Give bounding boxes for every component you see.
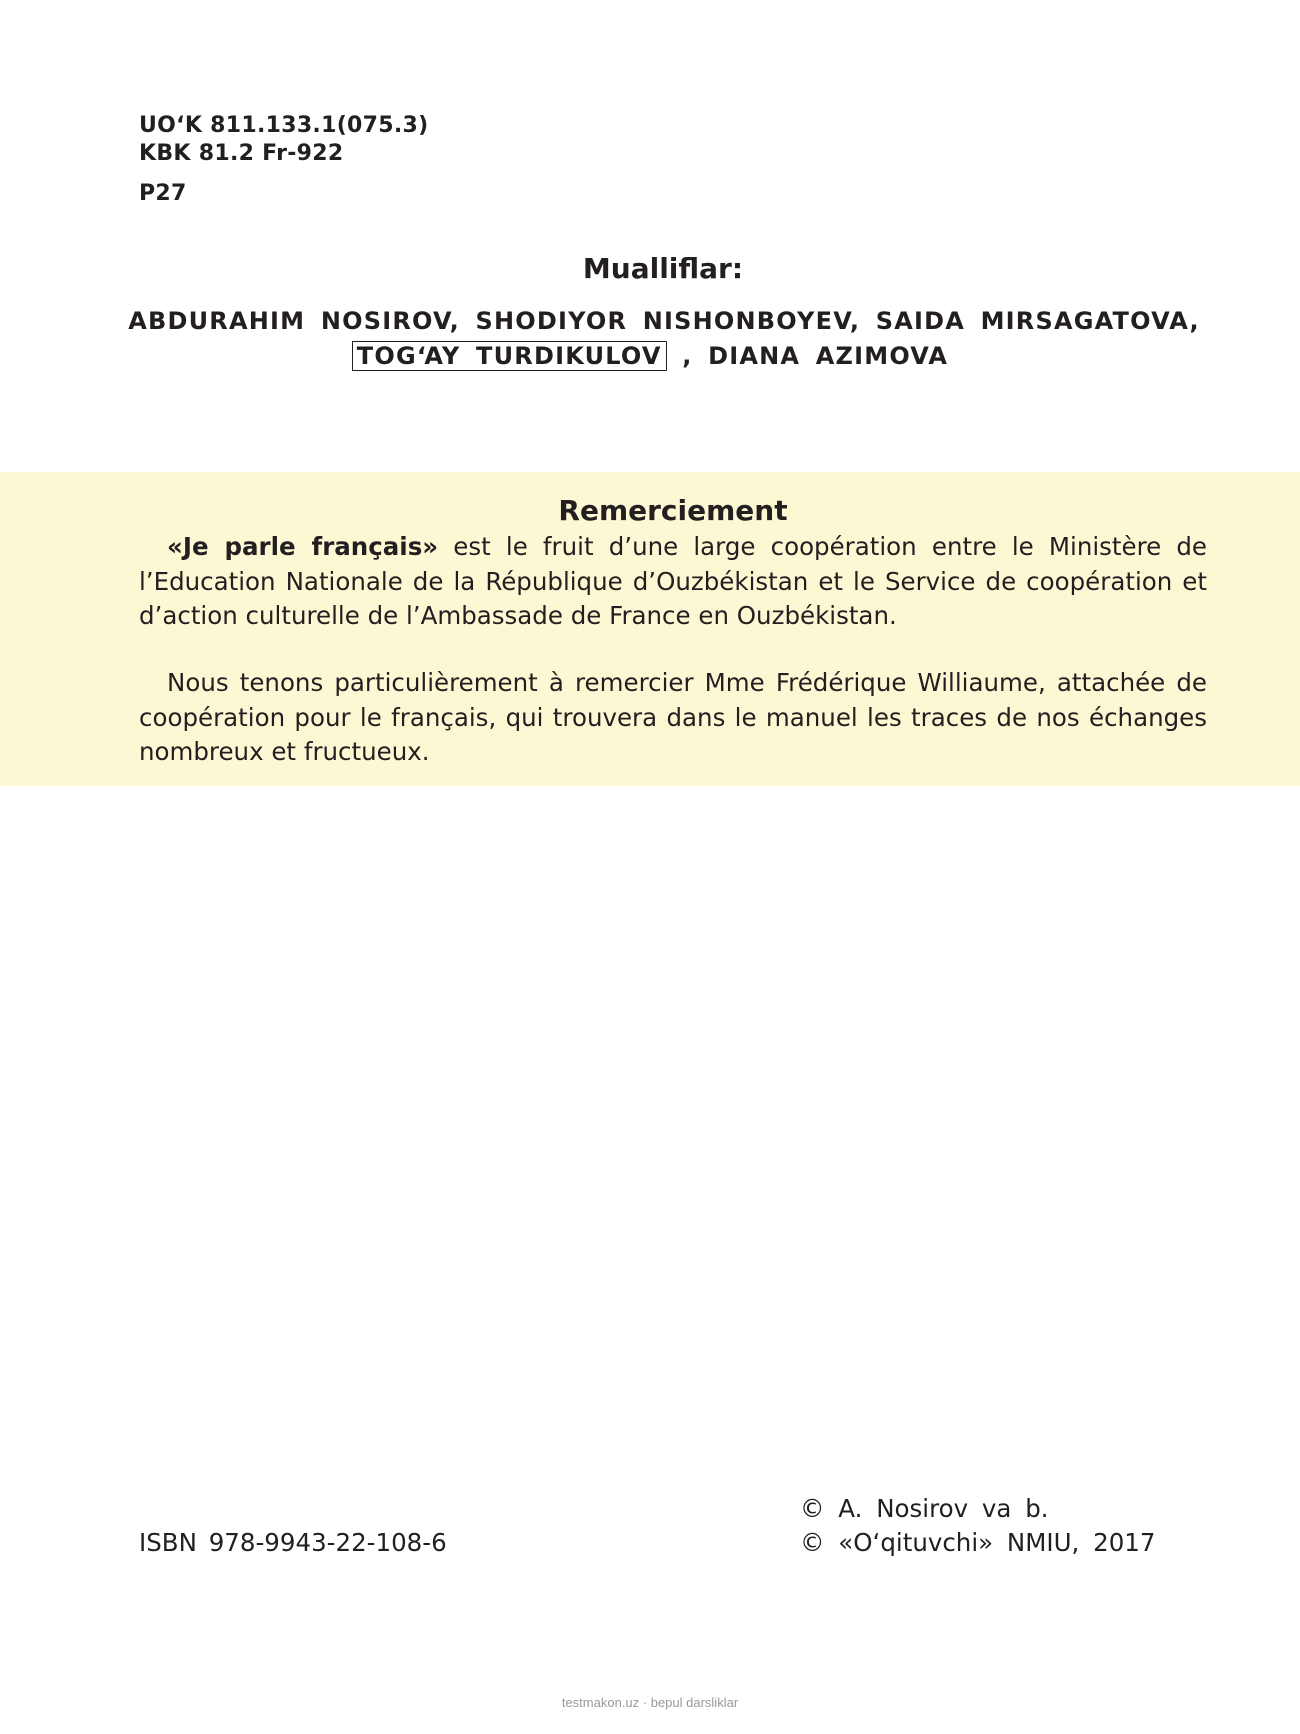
udk-code: UO‘K 811.133.1(075.3) <box>139 113 429 138</box>
authors-heading: Mualliflar: <box>582 252 744 285</box>
boxed-author-name: TOG‘AY TURDIKULOV <box>352 341 667 371</box>
authors-line-2-rest: , DIANA AZIMOVA <box>666 342 949 370</box>
acknowledgement-title: Remerciement <box>558 494 788 527</box>
copyright-publisher: © «O‘qituvchi» NMIU, 2017 <box>800 1528 1156 1557</box>
isbn: ISBN 978-9943-22-108-6 <box>139 1528 447 1557</box>
authors-line-1: ABDURAHIM NOSIROV, SHODIYOR NISHONBOYEV, SAIDA MIRSAGATOVA, <box>128 307 1200 335</box>
copyright-authors: © A. Nosirov va b. <box>800 1494 1049 1523</box>
book-title: «Je parle français» <box>167 532 439 561</box>
footer-watermark: testmakon.uz · bepul darsliklar <box>561 1695 739 1710</box>
paragraph-1-text: est le fruit d’une large coopération entre le Ministère de l’Education Nationale de la République d’Ouzbékistan et le Service de coopération et d’action culturelle de l’Ambassade de France en Ouzbékistan. <box>139 532 1208 630</box>
author-mark-code: P27 <box>139 181 187 206</box>
acknowledgement-paragraph-1 <box>139 530 1207 634</box>
acknowledgement-paragraph-2: Nous tenons particulièrement à remercier Mme Frédérique Williaume, attachée de coopération pour le français, qui trouvera dans le manuel les traces de nos échanges nombreux et fructueux. <box>139 668 1207 766</box>
kbk-code: KBK 81.2 Fr-922 <box>139 141 344 166</box>
authors-line-2 <box>0 341 1300 371</box>
